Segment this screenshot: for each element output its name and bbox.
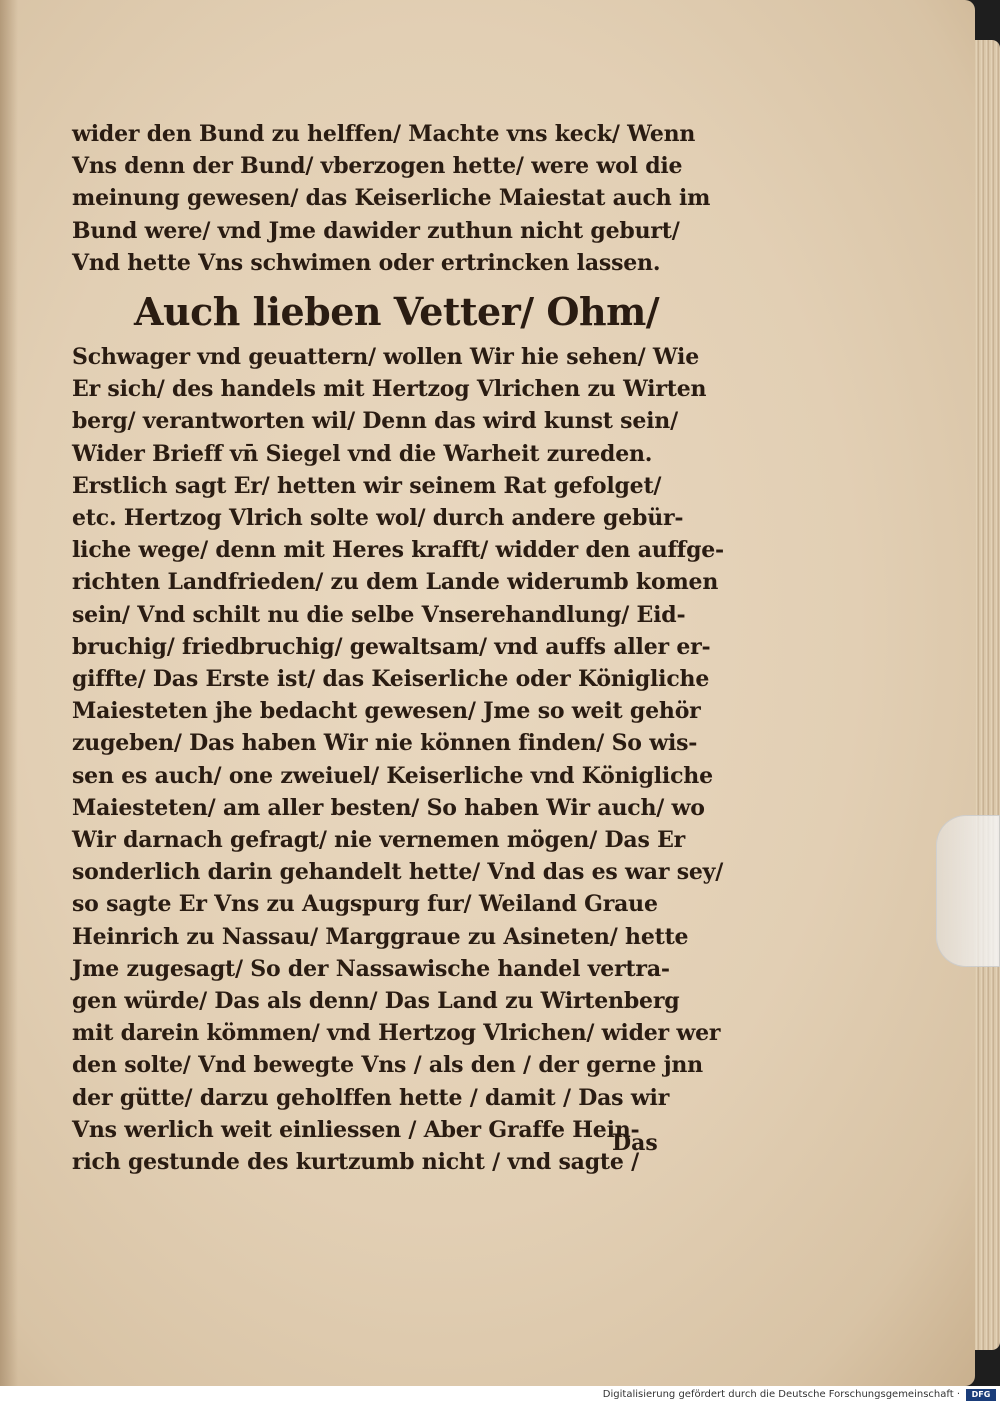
text-line: zugeben/ Das haben Wir nie können finden/ So wis- xyxy=(72,730,698,757)
dfg-logo-icon: DFG xyxy=(966,1389,996,1401)
text-block xyxy=(62,118,724,1178)
text-line: den solte/ Vnd bewegte Vns / als den / der gerne jnn xyxy=(72,1052,703,1079)
section-heading: Auch lieben Vetter/ Ohm/ xyxy=(134,289,660,335)
text-line: der gütte/ darzu geholffen hette / damit / Das wir xyxy=(72,1084,670,1111)
text-line: Schwager vnd geuattern/ wollen Wir hie sehen/ Wie xyxy=(72,344,700,371)
catchword: Das xyxy=(612,1130,658,1156)
text-line: giffte/ Das Erste ist/ das Keiserliche oder Königliche xyxy=(72,666,710,693)
text-line: Heinrich zu Nassau/ Marggraue zu Asineten/ hette xyxy=(72,923,689,950)
page-clip xyxy=(936,815,1000,967)
text-line: sonderlich darin gehandelt hette/ Vnd das es war sey/ xyxy=(72,859,724,886)
text-line: Bund were/ vnd Jme dawider zuthun nicht geburt/ xyxy=(72,217,680,244)
text-line: Jme zugesagt/ So der Nassawische handel vertra- xyxy=(72,955,670,982)
text-line: Vns denn der Bund/ vberzogen hette/ were wol die xyxy=(72,153,683,180)
text-line: richten Landfrieden/ zu dem Lande widerumb komen xyxy=(72,569,719,596)
funding-credit: Digitalisierung gefördert durch die Deutsche Forschungsgemeinschaft · xyxy=(602,1389,960,1400)
text-line: rich gestunde des kurtzumb nicht / vnd sagte / xyxy=(72,1149,639,1176)
text-line: so sagte Er Vns zu Augspurg fur/ Weiland Graue xyxy=(72,891,658,918)
text-line: berg/ verantworten wil/ Denn das wird kunst sein/ xyxy=(72,408,678,435)
text-line: meinung gewesen/ das Keiserliche Maiestat auch im xyxy=(72,185,711,212)
text-line: mit darein kömmen/ vnd Hertzog Vlrichen/ wider wer xyxy=(72,1020,721,1047)
second-paragraph xyxy=(62,341,724,1178)
text-line: etc. Hertzog Vlrich solte wol/ durch andere gebür- xyxy=(72,505,684,532)
text-line: Wider Brieff vn̄ Siegel vnd die Warheit zureden. xyxy=(72,440,653,467)
text-line: sen es auch/ one zweiuel/ Keiserliche vnd Königliche xyxy=(72,762,713,789)
text-line: bruchig/ friedbruchig/ gewaltsam/ vnd auffs aller er- xyxy=(72,633,711,660)
text-line: Erstlich sagt Er/ hetten wir seinem Rat gefolget/ xyxy=(72,472,662,499)
first-paragraph xyxy=(62,118,712,279)
text-line: Vnd hette Vns schwimen oder ertrincken lassen. xyxy=(72,249,661,276)
text-line: Vns werlich weit einliessen / Aber Graffe Hein- xyxy=(72,1116,640,1143)
text-line: Maiesteten jhe bedacht gewesen/ Jme so weit gehör xyxy=(72,698,701,725)
text-line: gen würde/ Das als denn/ Das Land zu Wirtenberg xyxy=(72,988,680,1015)
text-line: Wir darnach gefragt/ nie vernemen mögen/ Das Er xyxy=(72,827,686,854)
text-line: sein/ Vnd schilt nu die selbe Vnserehandlung/ Eid- xyxy=(72,601,686,628)
text-line: Maiesteten/ am aller besten/ So haben Wir auch/ wo xyxy=(72,794,705,821)
text-line: Er sich/ des handels mit Hertzog Vlrichen zu Wirten xyxy=(72,376,707,403)
text-line: wider den Bund zu helffen/ Machte vns keck/ Wenn xyxy=(72,121,696,147)
text-line: liche wege/ denn mit Heres krafft/ widder den auffge- xyxy=(72,537,724,564)
footer-bar xyxy=(0,1386,1000,1404)
